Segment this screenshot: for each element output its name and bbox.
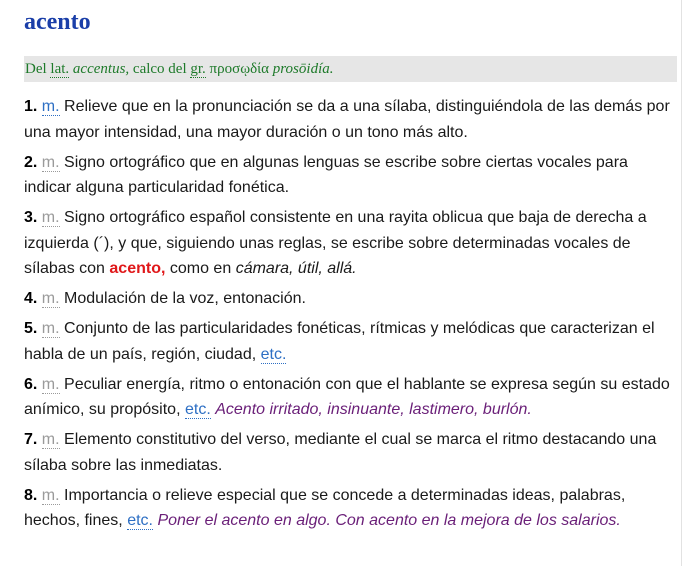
definition-number: 4.	[24, 290, 38, 307]
gram-abbr[interactable]: m.	[41, 320, 60, 337]
definition-text: Relieve que en la pronunciación se da a una sílaba, distinguiéndola de las demás por una mayor intensidad, una mayor duración o un tono más alto.	[24, 98, 670, 141]
definition-number: 6.	[24, 375, 38, 393]
latin-abbr-link[interactable]: lat.	[50, 61, 70, 77]
definition-number: 1.	[24, 98, 38, 115]
definition-6	[24, 372, 678, 423]
etymology-prefix: Del	[25, 61, 47, 77]
definition-text: Elemento constitutivo del verso, mediante el cual se marca el ritmo destacando una sílaba sobre las inmediatas.	[24, 431, 657, 474]
definition-number: 2.	[24, 153, 38, 171]
greek-word: προσῳδία	[209, 61, 270, 77]
definition-3	[24, 205, 678, 282]
highlighted-headword: acento,	[109, 260, 166, 277]
definition-text: Modulación de la voz, entonación.	[64, 290, 306, 307]
definition-number: 3.	[24, 209, 38, 226]
definition-text: Signo ortográfico que en algunas lenguas se escribe sobre ciertas vocales para indicar alguna particularidad fonética.	[24, 153, 628, 196]
definition-8	[24, 483, 678, 534]
definition-1	[24, 94, 678, 145]
etc-link[interactable]: etc.	[127, 512, 153, 529]
greek-transliteration: prosōidía.	[272, 61, 334, 77]
definition-text: Conjunto de las particularidades fonéticas, rítmicas y melódicas que caracterizan el habla de un país, región, ciudad,	[24, 320, 655, 363]
definition-number: 5.	[24, 320, 38, 337]
definition-5	[24, 316, 678, 367]
inline-examples: cámara, útil, allá.	[235, 260, 357, 277]
etymology	[24, 56, 677, 82]
headword: acento	[24, 9, 91, 35]
gram-abbr[interactable]: m.	[41, 290, 60, 307]
gram-abbr[interactable]: m.	[41, 375, 60, 393]
definition-text-after: como en	[169, 260, 232, 277]
definition-4	[24, 286, 678, 312]
usage-example: Poner el acento en algo. Con acento en la mejora de los salarios.	[157, 512, 621, 529]
gram-abbr[interactable]: m.	[41, 486, 60, 504]
gram-abbr[interactable]: m.	[41, 431, 60, 448]
etc-link[interactable]: etc.	[184, 401, 211, 418]
definition-number: 8.	[24, 486, 38, 504]
latin-word: accentus,	[72, 61, 130, 77]
definition-text: Peculiar energía, ritmo o entonación con que el hablante se expresa según su estado anímico, su propósito,	[24, 375, 670, 418]
etc-link[interactable]: etc.	[260, 345, 287, 363]
greek-abbr-link[interactable]: gr.	[190, 61, 206, 77]
definitions-list	[24, 94, 678, 538]
calco-label: calco del	[132, 61, 187, 77]
definition-text: Signo ortográfico español consistente en una rayita oblicua que baja de derecha a izquierda (´), y que, siguiendo unas reglas, se escribe sobre determinadas vocales de sílabas con	[24, 209, 647, 277]
definition-number: 7.	[24, 431, 38, 448]
gram-abbr[interactable]: m.	[41, 209, 60, 226]
usage-example: Acento irritado, insinuante, lastimero, burlón.	[215, 401, 532, 418]
definition-text: Importancia o relieve especial que se concede a determinadas ideas, palabras, hechos, fines,	[24, 486, 626, 529]
definition-2	[24, 150, 678, 201]
gram-abbr[interactable]: m.	[41, 153, 60, 171]
definition-7	[24, 427, 678, 478]
gram-abbr-link[interactable]: m.	[41, 98, 60, 115]
